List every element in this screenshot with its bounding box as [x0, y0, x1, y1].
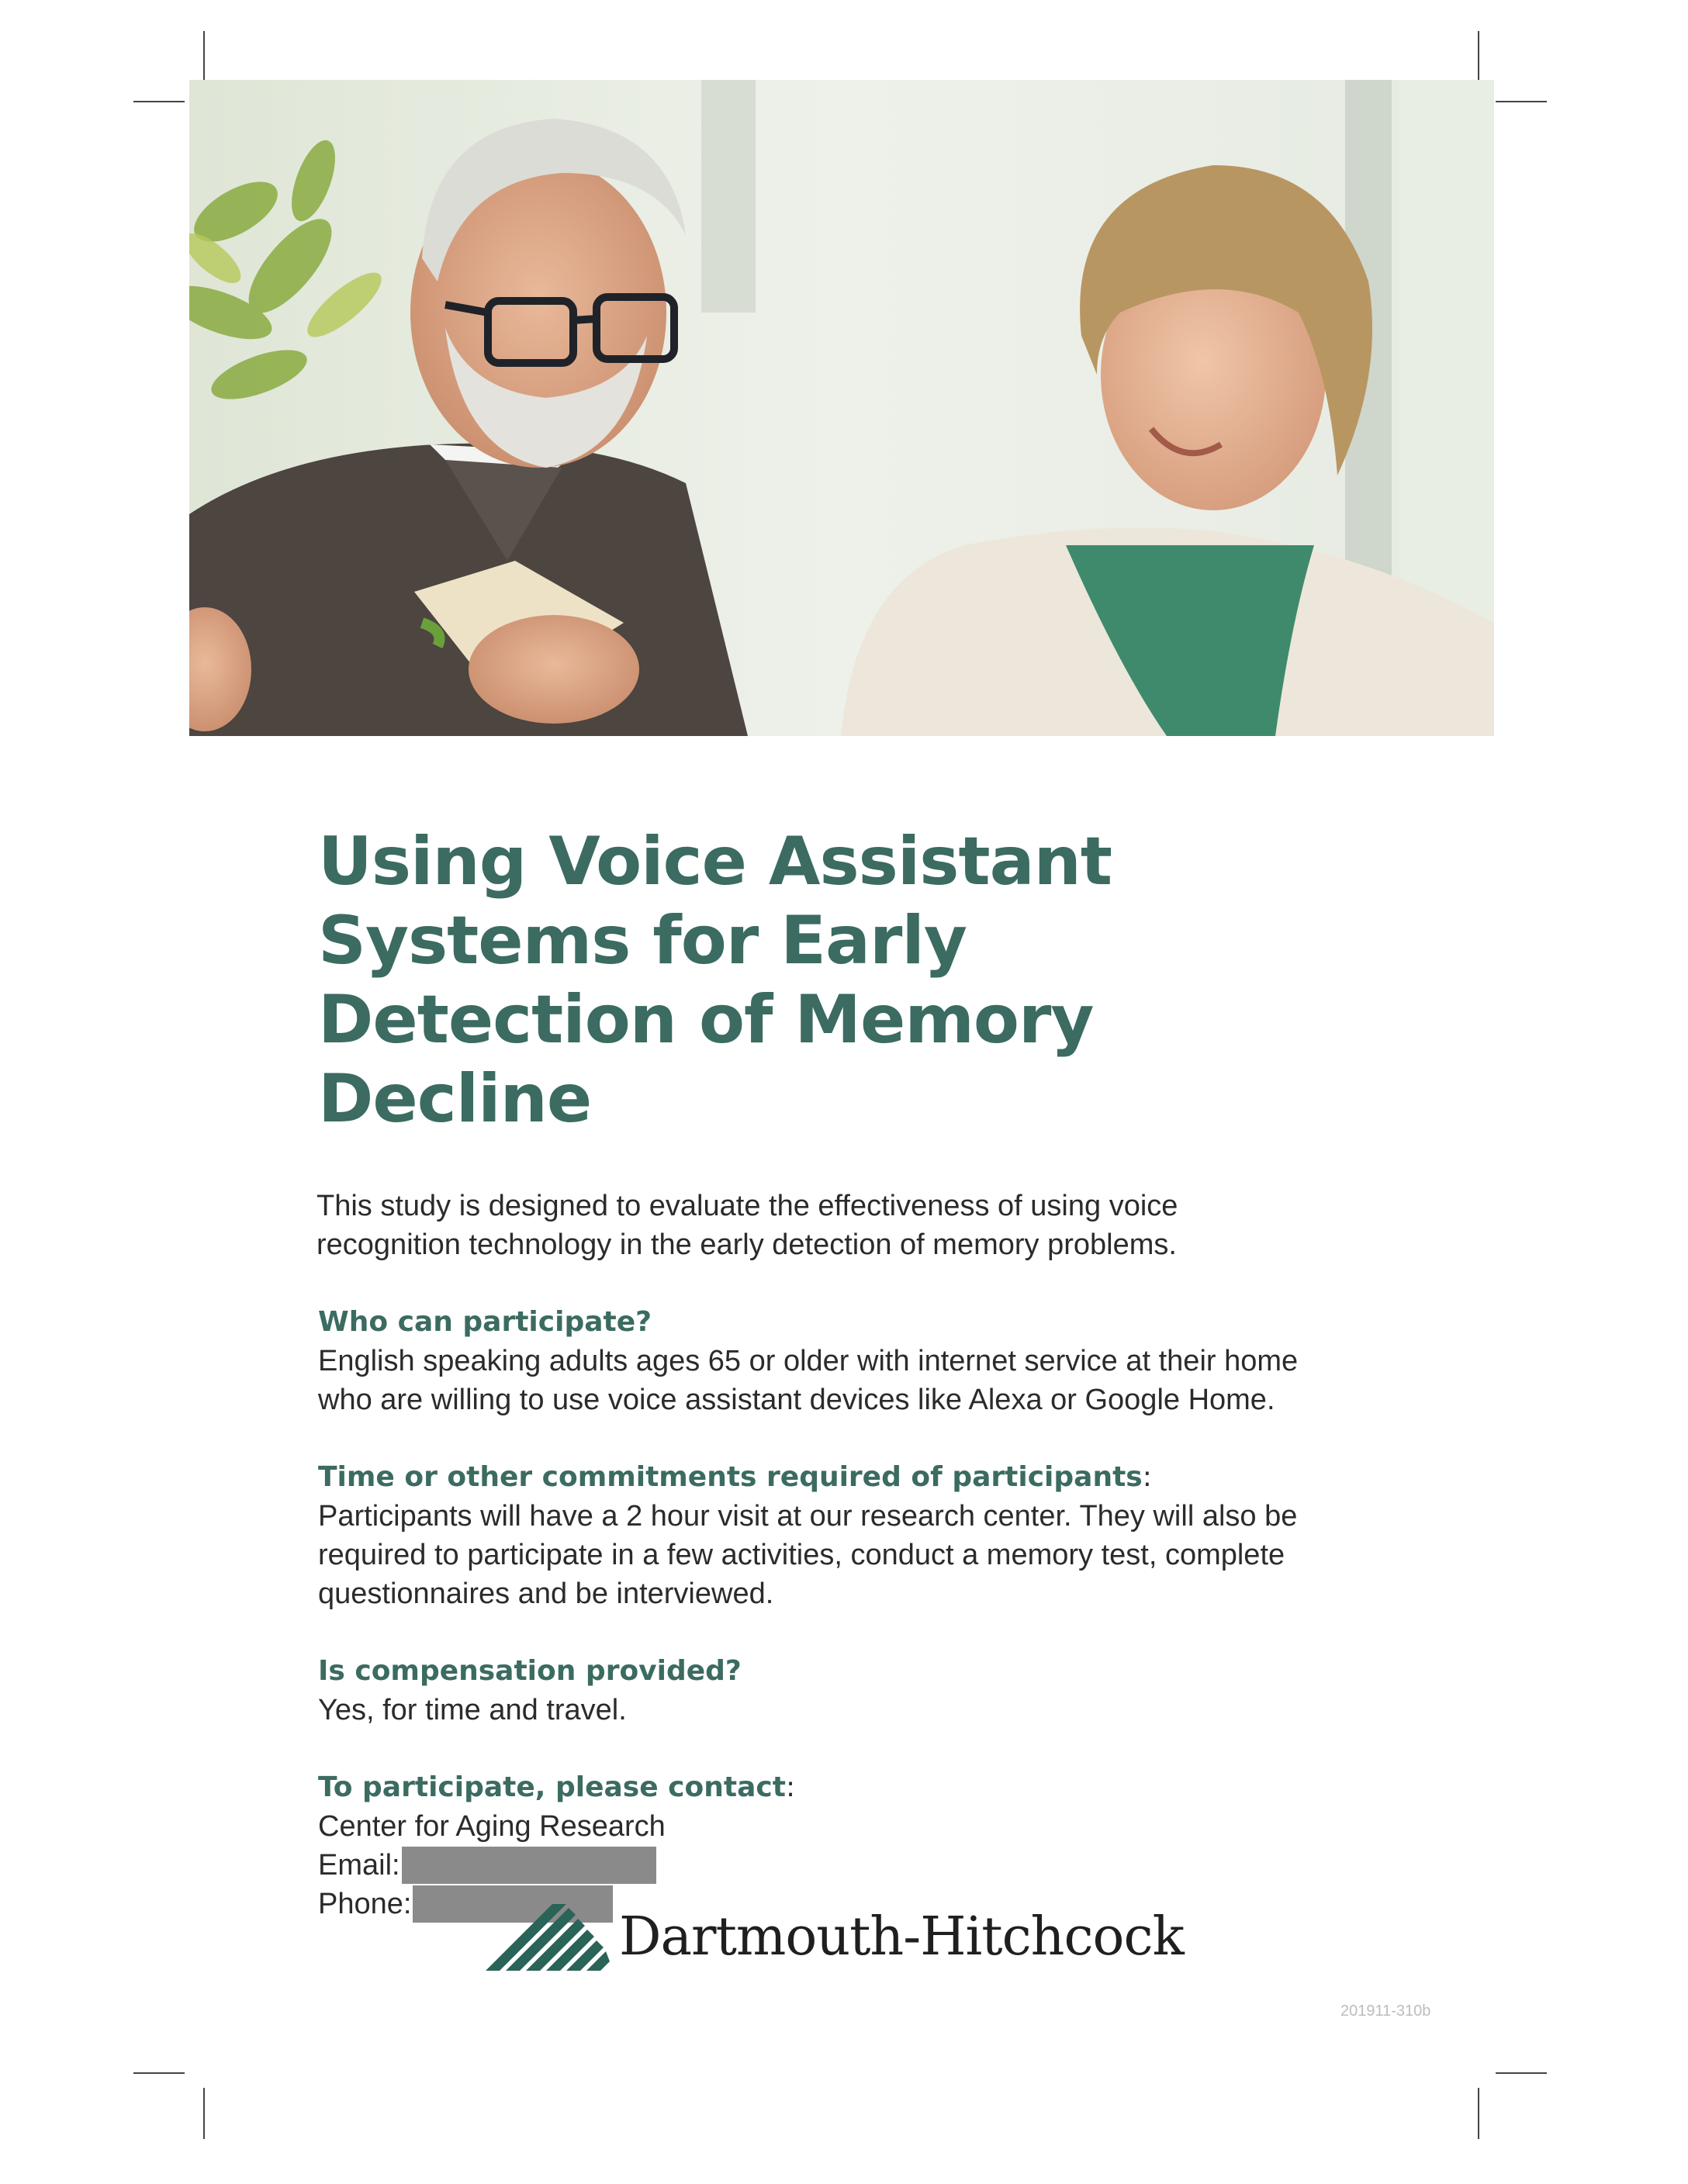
- crop-mark: [133, 101, 185, 102]
- crop-mark: [203, 31, 205, 82]
- section-heading: Time or other commitments required of participants:: [318, 1461, 1152, 1493]
- section-who: [318, 1303, 1327, 1419]
- email-label: Email:: [318, 1849, 400, 1882]
- crop-mark: [1478, 2088, 1479, 2139]
- crop-mark: [203, 2088, 205, 2139]
- contact-heading-text: To participate, please contact: [318, 1771, 786, 1803]
- flyer-content: [318, 822, 1327, 1923]
- page-title: Using Voice Assistant Systems for Early Detection of Memory Decline: [318, 823, 1112, 1138]
- phone-label: Phone:: [318, 1888, 412, 1920]
- section-contact: [318, 1768, 1327, 1923]
- section-body: Participants will have a 2 hour visit at our research center. They will also be required to participate in a few activities, conduct a memory test, complete questionnaires and be interviewed.: [318, 1500, 1298, 1610]
- section-heading-text: Time or other commitments required of participants: [318, 1461, 1143, 1493]
- section-heading: To participate, please contact:: [318, 1771, 796, 1803]
- logo-stripes-icon: [486, 1904, 610, 1971]
- crop-mark: [1496, 101, 1547, 102]
- intro-paragraph: This study is designed to evaluate the effectiveness of using voice recognition technology in the early detection of memory problems.: [316, 1190, 1178, 1261]
- contact-email: [318, 1846, 1327, 1885]
- crop-mark: [133, 2072, 185, 2074]
- crop-mark: [1496, 2072, 1547, 2074]
- contact-org: Center for Aging Research: [318, 1810, 666, 1843]
- section-body: English speaking adults ages 65 or older with internet service at their home who are willing to use voice assistant devices like Alexa or Google Home.: [318, 1345, 1299, 1416]
- hero-photo: [189, 80, 1494, 736]
- logo-wordmark: Dartmouth-Hitchcock: [619, 1906, 1184, 1968]
- section-heading: Who can participate?: [318, 1306, 652, 1338]
- dartmouth-hitchcock-logo: [486, 1904, 1184, 1971]
- section-commitments: [318, 1458, 1327, 1613]
- email-redaction: [402, 1847, 656, 1884]
- document-code: 201911-310b: [1340, 2003, 1431, 2020]
- section-heading: Is compensation provided?: [318, 1655, 742, 1687]
- section-body: Yes, for time and travel.: [318, 1694, 627, 1726]
- section-compensation: [318, 1652, 1327, 1730]
- crop-mark: [1478, 31, 1479, 82]
